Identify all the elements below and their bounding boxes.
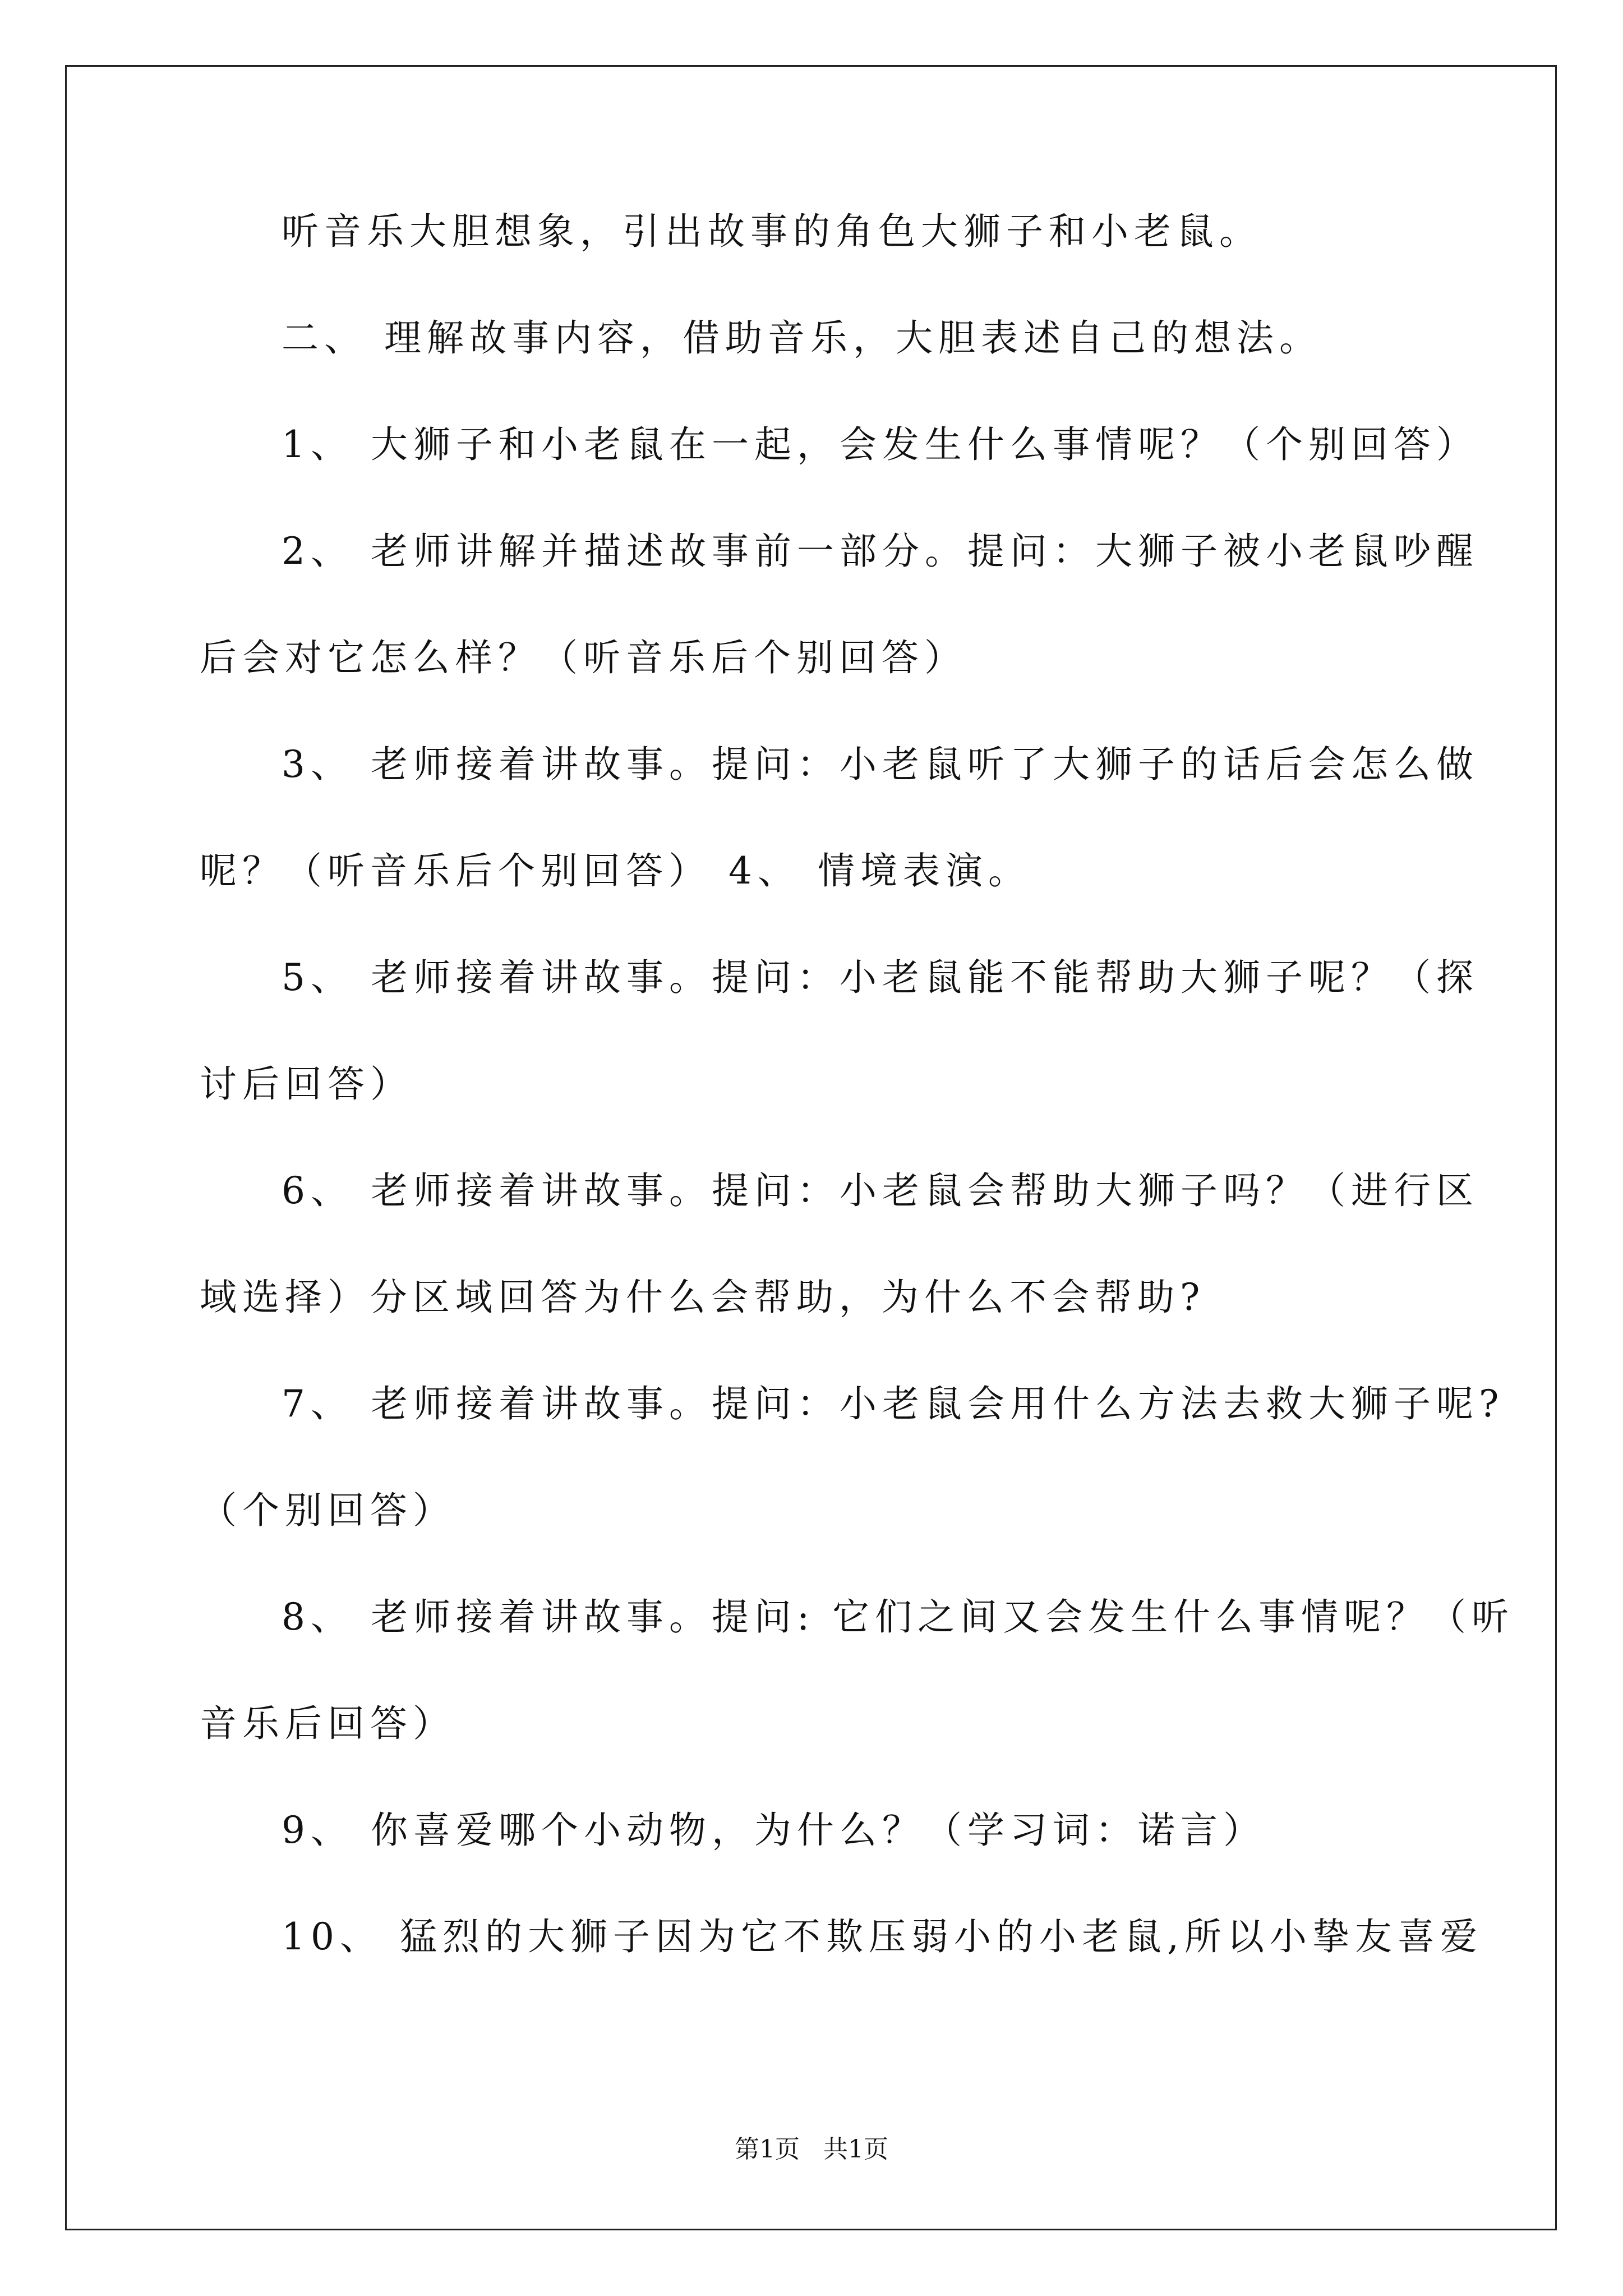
list-item: 5、 老师接着讲故事。提问：小老鼠能不能帮助大狮子呢？（探 bbox=[282, 956, 1479, 999]
section-heading: 二、 理解故事内容，借助音乐，大胆表述自己的想法。 bbox=[282, 316, 1322, 360]
list-item-continuation: 后会对它怎么样？（听音乐后个别回答） bbox=[200, 636, 967, 679]
list-item: 7、 老师接着讲故事。提问：小老鼠会用什么方法去救大狮子呢? bbox=[282, 1382, 1505, 1425]
list-item: 10、 猛烈的大狮子因为它不欺压弱小的小老鼠,所以小挚友喜爱 bbox=[282, 1915, 1483, 1958]
list-item: 1、 大狮子和小老鼠在一起，会发生什么事情呢？（个别回答） bbox=[282, 423, 1479, 466]
document-body bbox=[200, 210, 1515, 1958]
paragraph-line: 听音乐大胆想象，引出故事的角色大狮子和小老鼠。 bbox=[282, 210, 1262, 253]
list-item: 2、 老师讲解并描述故事前一部分。提问：大狮子被小老鼠吵醒 bbox=[282, 530, 1479, 573]
list-item-continuation: 讨后回答） bbox=[200, 1062, 413, 1106]
list-item-continuation: （个别回答） bbox=[200, 1489, 455, 1532]
list-item-continuation: 域选择）分区域回答为什么会帮助，为什么不会帮助? bbox=[200, 1276, 1206, 1319]
page-number-footer: 第1页 共1页 bbox=[735, 2135, 888, 2164]
list-item-continuation: 呢？（听音乐后个别回答） 4、 情境表演。 bbox=[200, 849, 1031, 892]
list-item: 6、 老师接着讲故事。提问：小老鼠会帮助大狮子吗？（进行区 bbox=[282, 1169, 1479, 1212]
list-item: 3、 老师接着讲故事。提问：小老鼠听了大狮子的话后会怎么做 bbox=[282, 743, 1479, 786]
list-item: 8、 老师接着讲故事。提问: 它们之间又会发生什么事情呢？（听 bbox=[282, 1595, 1515, 1639]
list-item: 9、 你喜爱哪个小动物，为什么？（学习词：诺言） bbox=[282, 1809, 1266, 1852]
list-item-continuation: 音乐后回答） bbox=[200, 1702, 455, 1745]
